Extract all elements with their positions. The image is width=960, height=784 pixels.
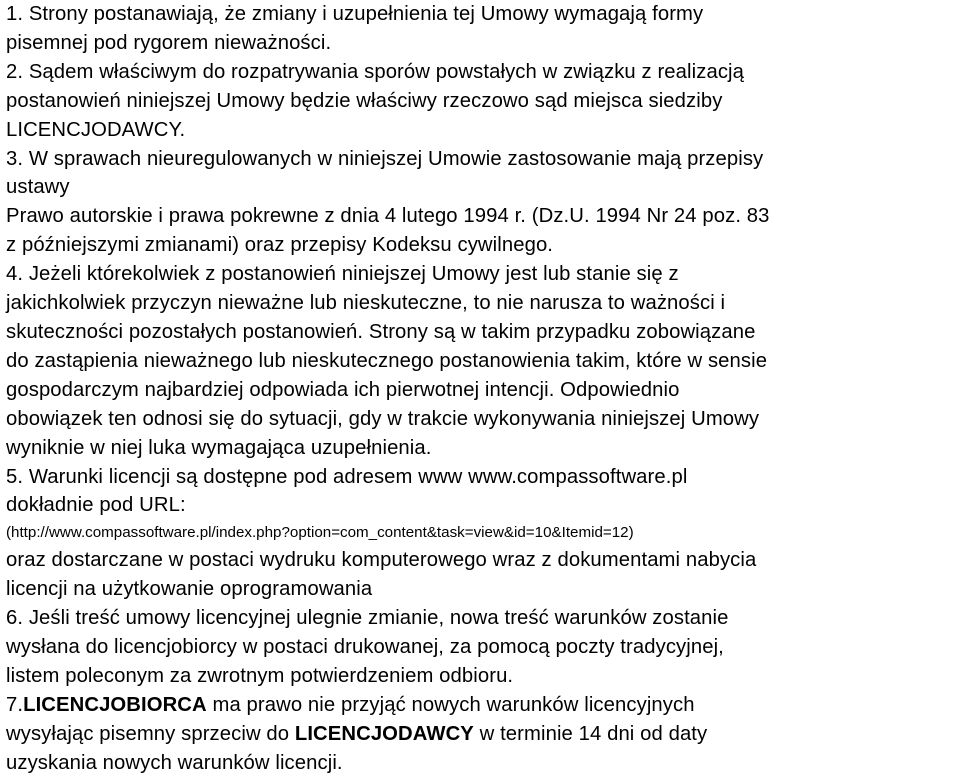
text-line: uzyskania nowych warunków licencji. bbox=[6, 751, 343, 774]
text-line-7-2 bbox=[6, 720, 954, 749]
text-line: wysłana do licencjobiorcy w postaci drukowanej, za pomocą poczty tradycyjnej, bbox=[6, 636, 724, 659]
text-line: licencji na użytkowanie oprogramowania bbox=[6, 578, 373, 601]
text-line: oraz dostarczane w postaci wydruku komputerowego wraz z dokumentami nabycia bbox=[6, 549, 757, 572]
licensor-term: LICENCJODAWCY bbox=[294, 722, 474, 745]
text-line: dokładnie pod URL: bbox=[6, 494, 186, 517]
text-line: wyniknie w niej luka wymagająca uzupełnienia. bbox=[6, 436, 432, 459]
text-line: 1. Strony postanawiają, że zmiany i uzupełnienia tej Umowy wymagają formy bbox=[6, 3, 704, 25]
text-line: 5. Warunki licencji są dostępne pod adresem www www.compassoftware.pl bbox=[6, 465, 688, 488]
text-line: pisemnej pod rygorem nieważności. bbox=[6, 31, 332, 54]
text-line-7-1 bbox=[6, 691, 954, 720]
text-line: skuteczności pozostałych postanowień. Strony są w takim przypadku zobowiązane bbox=[6, 320, 756, 343]
text-fragment: wysyłając pisemny sprzeciw do bbox=[6, 722, 295, 745]
text-fragment: ma prawo nie przyjąć nowych warunków licencyjnych bbox=[206, 693, 695, 716]
text-line: gospodarczym najbardziej odpowiada ich pierwotnej intencji. Odpowiednio bbox=[6, 378, 680, 401]
item-number: 7. bbox=[6, 693, 24, 716]
text-line: LICENCJODAWCY. bbox=[6, 118, 186, 141]
text-line: 6. Jeśli treść umowy licencyjnej ulegnie zmianie, nowa treść warunków zostanie bbox=[6, 607, 729, 630]
text-line: ustawy bbox=[6, 176, 70, 199]
licensee-term: LICENCJOBIORCA bbox=[23, 693, 207, 716]
text-line: jakichkolwiek przyczyn nieważne lub nieskuteczne, to nie narusza to ważności i bbox=[6, 292, 726, 315]
text-line: 2. Sądem właściwym do rozpatrywania sporów powstałych w związku z realizacją bbox=[6, 60, 745, 83]
text-line: 4. Jeżeli którekolwiek z postanowień niniejszej Umowy jest lub stanie się z bbox=[6, 263, 679, 286]
text-line: 3. W sprawach nieuregulowanych w niniejszej Umowie zastosowanie mają przepisy bbox=[6, 147, 764, 170]
text-line: obowiązek ten odnosi się do sytuacji, gdy w trakcie wykonywania niniejszej Umowy bbox=[6, 407, 760, 430]
text-line: Prawo autorskie i prawa pokrewne z dnia 4 lutego 1994 r. (Dz.U. 1994 Nr 24 poz. 83 bbox=[6, 205, 770, 228]
url-line: (http://www.compassoftware.pl/index.php?option=com_content&task=view&id=10&Itemid=12) bbox=[6, 524, 634, 542]
text-fragment: w terminie 14 dni od daty bbox=[473, 722, 708, 745]
text-line: postanowień niniejszej Umowy będzie właściwy rzeczowo sąd miejsca siedziby bbox=[6, 89, 723, 112]
text-line: listem poleconym za zwrotnym potwierdzeniem odbioru. bbox=[6, 664, 514, 687]
text-line: z późniejszymi zmianami) oraz przepisy Kodeksu cywilnego. bbox=[6, 234, 554, 257]
text-line: do zastąpienia nieważnego lub nieskutecznego postanowienia takim, które w sensie bbox=[6, 349, 768, 372]
